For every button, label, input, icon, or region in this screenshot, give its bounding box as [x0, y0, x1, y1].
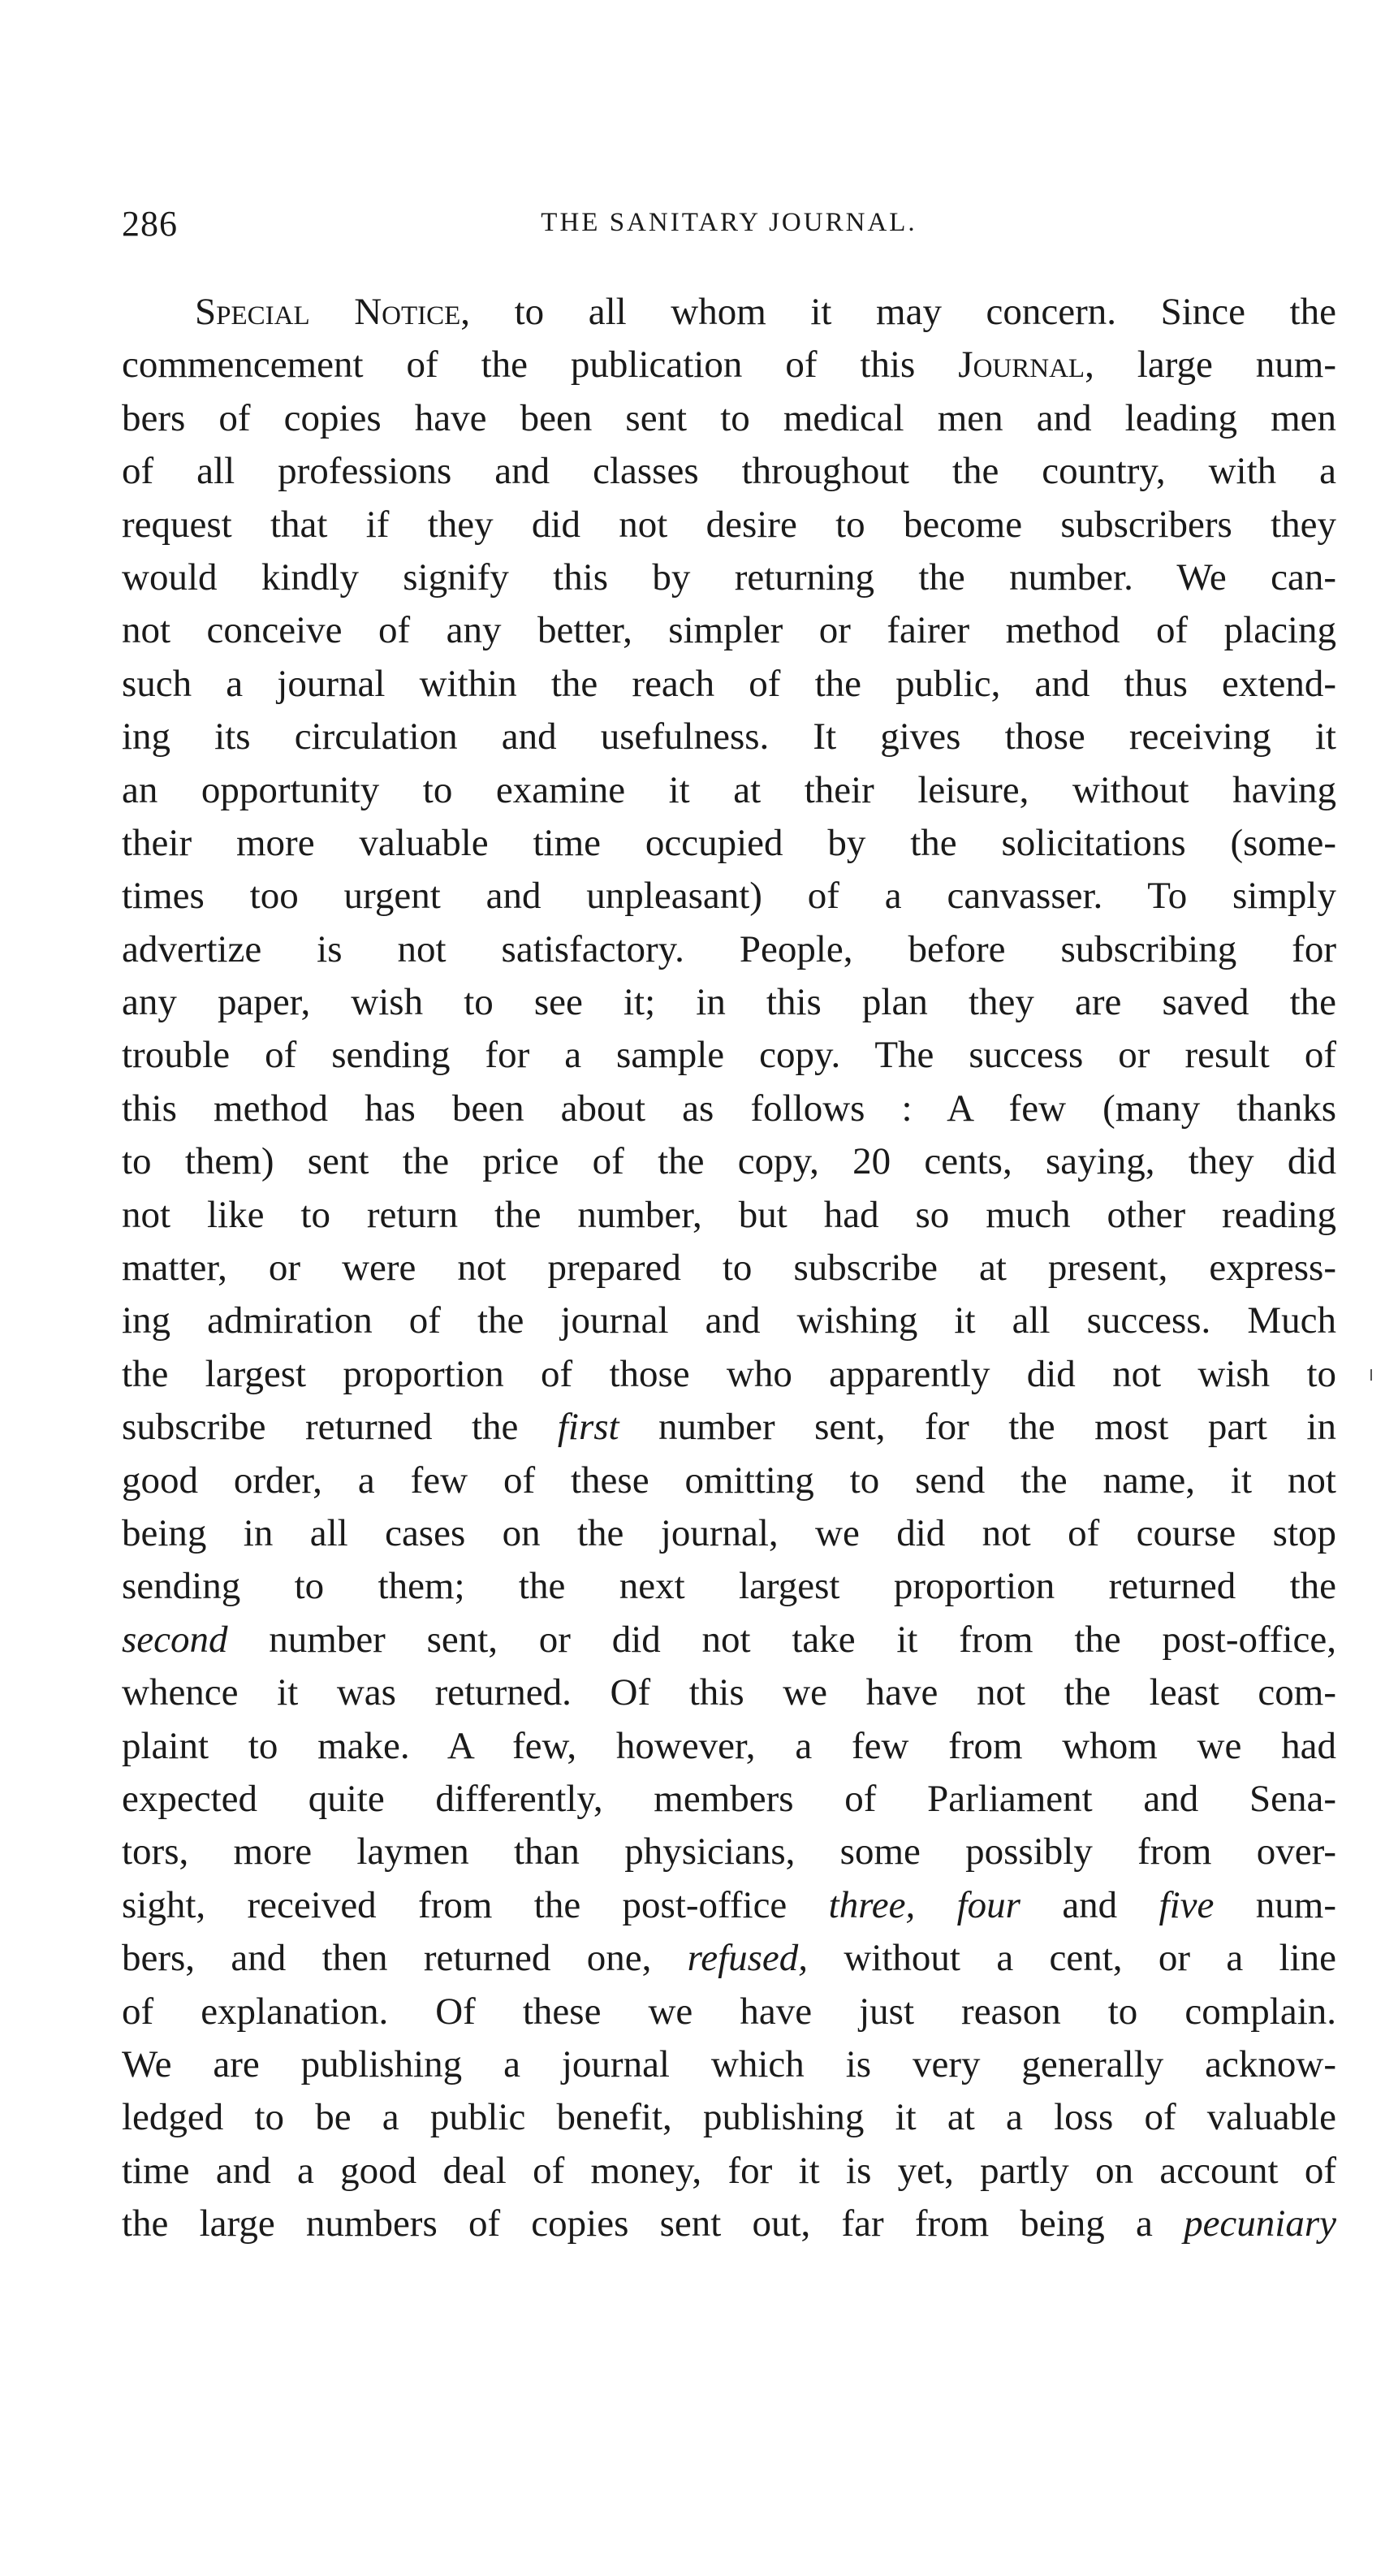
- text-line: not conceive of any better, simpler or fairer method of placing: [122, 609, 1336, 652]
- text-line: would kindly signify this by returning the number. We can-: [122, 555, 1336, 599]
- text-line: We are publishing a journal which is very generally acknow-: [122, 2042, 1336, 2085]
- margin-mark: [1370, 1369, 1372, 1381]
- text-line: being in all cases on the journal, we did not of course stop: [122, 1511, 1336, 1554]
- text-line: ing its circulation and usefulness. It gives those receiving it: [122, 715, 1336, 759]
- text-line: the largest proportion of those who apparently did not wish to: [122, 1352, 1336, 1395]
- text-line: advertize is not satisfactory. People, before subscribing for: [122, 927, 1336, 970]
- text-line: time and a good deal of money, for it is yet, partly on account of: [122, 2149, 1336, 2192]
- page-number: 286: [122, 204, 178, 244]
- text-line: subscribe returned the first number sent, for the most part in: [122, 1406, 1336, 1449]
- book-page: [122, 203, 1336, 2250]
- text-line: their more valuable time occupied by the solicitations (some-: [122, 821, 1336, 864]
- text-line: the large numbers of copies sent out, far from being a pecuniary: [122, 2202, 1336, 2245]
- text-line: an opportunity to examine it at their leisure, without having: [122, 768, 1336, 811]
- text-line: sending to them; the next largest proportion returned the: [122, 1565, 1336, 1608]
- text-line: second number sent, or did not take it from the post-office,: [122, 1618, 1336, 1661]
- text-line: ing admiration of the journal and wishing it all success. Much: [122, 1299, 1336, 1342]
- text-line: such a journal within the reach of the public, and thus extend-: [122, 662, 1336, 705]
- text-line: to them) sent the price of the copy, 20 cents, saying, they did: [122, 1140, 1336, 1183]
- running-head: [122, 203, 1336, 252]
- text-line: request that if they did not desire to become subscribers they: [122, 503, 1336, 546]
- text-line: any paper, wish to see it; in this plan they are saved the: [122, 981, 1336, 1024]
- journal-title: THE SANITARY JOURNAL.: [541, 208, 917, 237]
- text-line: matter, or were not prepared to subscribe at present, express-: [122, 1247, 1336, 1290]
- text-line: bers, and then returned one, refused, without a cent, or a line: [122, 1937, 1337, 1980]
- text-line: Special Notice, to all whom it may concern. Since the: [195, 291, 1336, 333]
- text-line: plaint to make. A few, however, a few from whom we had: [122, 1724, 1336, 1767]
- text-line: this method has been about as follows : A few (many thanks: [122, 1087, 1336, 1130]
- text-line: expected quite differently, members of Parliament and Sena-: [122, 1777, 1336, 1820]
- text-line: sight, received from the post-office three, four and five num-: [122, 1883, 1336, 1926]
- text-line: ledged to be a public benefit, publishing it at a loss of valuable: [122, 2096, 1336, 2139]
- text-line: of explanation. Of these we have just reason to complain.: [122, 1990, 1336, 2033]
- text-line: not like to return the number, but had so much other reading: [122, 1193, 1336, 1236]
- text-line: trouble of sending for a sample copy. The success or result of: [122, 1034, 1336, 1077]
- article-body: [122, 286, 1336, 2250]
- text-line: of all professions and classes throughout the country, with a: [122, 450, 1336, 493]
- text-line: good order, a few of these omitting to send the name, it not: [122, 1459, 1336, 1502]
- text-line: commencement of the publication of this Journal, large num-: [122, 344, 1337, 387]
- text-line: times too urgent and unpleasant) of a canvasser. To simply: [122, 875, 1336, 918]
- text-line: bers of copies have been sent to medical men and leading men: [122, 396, 1336, 439]
- text-line: tors, more laymen than physicians, some possibly from over-: [122, 1830, 1336, 1874]
- text-line: whence it was returned. Of this we have not the least com-: [122, 1671, 1336, 1714]
